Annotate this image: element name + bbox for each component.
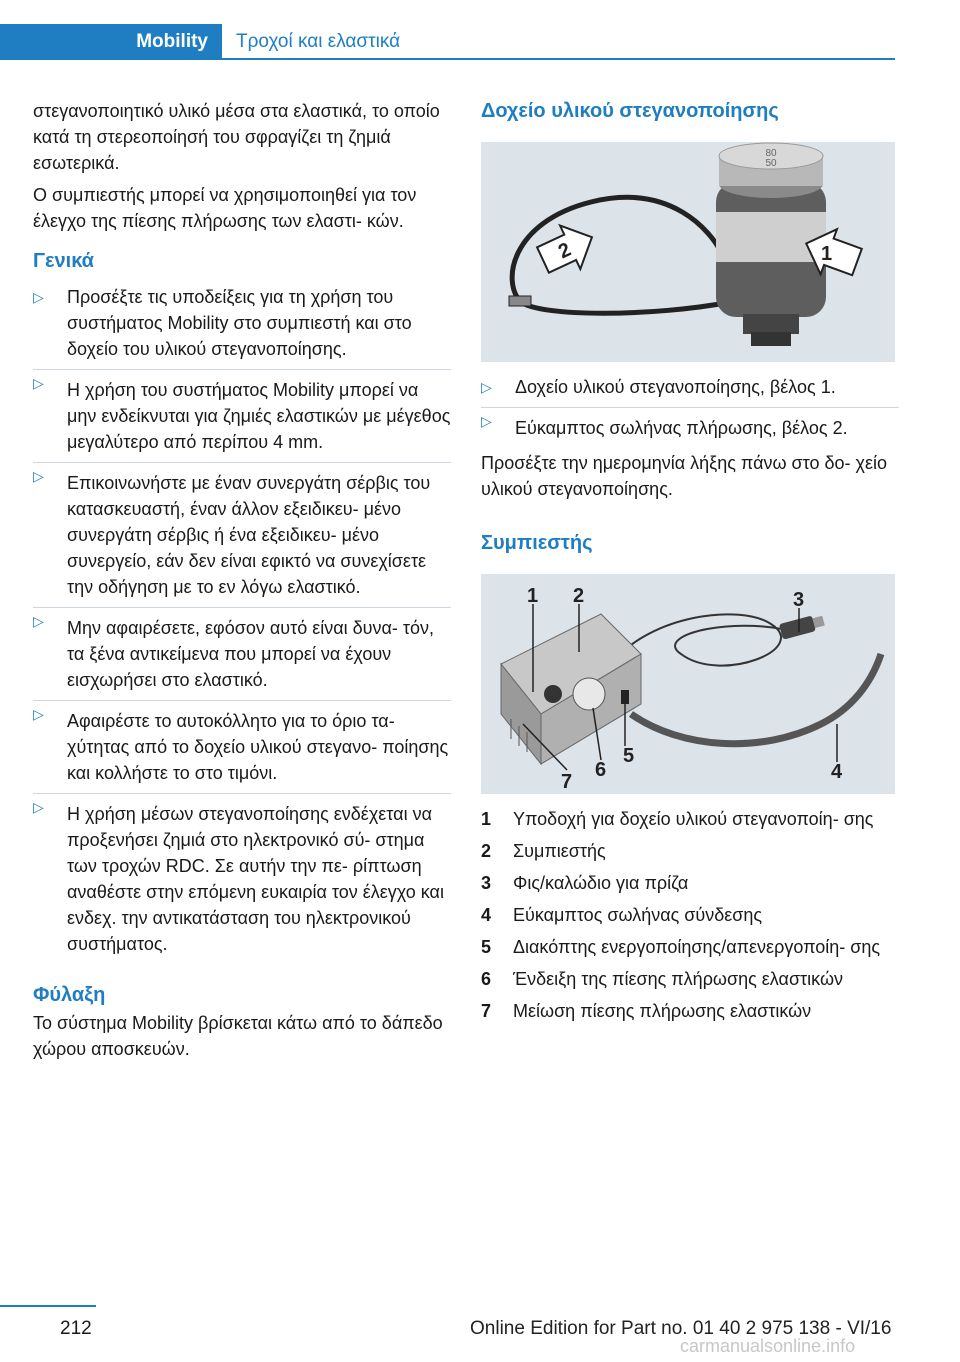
callout-7: 7 bbox=[561, 771, 573, 793]
item-text: Συμπιεστής bbox=[513, 841, 606, 861]
item-number: 7 bbox=[481, 1001, 492, 1021]
triangle-bullet-icon: ▷ bbox=[33, 289, 44, 305]
bullet-text: Μην αφαιρέσετε, εφόσον αυτό είναι δυνα‐ τόν, τα ξένα αντικείμενα που μπορεί να έχουν εισχωρήσει στο ελαστικό. bbox=[67, 618, 435, 690]
triangle-bullet-icon: ▷ bbox=[33, 468, 44, 484]
watermark: carmanualsonline.info bbox=[680, 1336, 856, 1356]
intro-paragraph-1: στεγανοποιητικό υλικό μέσα στα ελαστικά, το οποίο κατά τη στερεοποίησή του σφραγίζει τη ζημιά εσωτερικά. bbox=[33, 101, 440, 173]
compressor-parts-list bbox=[481, 806, 899, 1024]
callout-6: 6 bbox=[595, 759, 607, 781]
callout-2: 2 bbox=[573, 585, 585, 607]
cap-label-80: 80 bbox=[765, 148, 777, 159]
header-rule bbox=[222, 58, 895, 60]
general-bullet-list bbox=[33, 284, 451, 964]
heading-compressor: Συμπιεστής bbox=[481, 532, 593, 554]
compressor-illustration bbox=[481, 574, 895, 794]
cap-label-50: 50 bbox=[765, 158, 777, 169]
list-item bbox=[33, 700, 451, 793]
right-column bbox=[481, 98, 899, 1030]
item-text: Υποδοχή για δοχείο υλικού στεγανοποίη‐ σης bbox=[513, 809, 874, 829]
intro-paragraph-2: Ο συμπιεστής μπορεί να χρησιμοποιηθεί για τον έλεγχο της πίεσης πλήρωσης των ελαστι‐ κών. bbox=[33, 185, 417, 231]
list-item bbox=[481, 966, 899, 992]
item-number: 1 bbox=[481, 809, 492, 829]
list-item bbox=[33, 284, 451, 369]
callout-4: 4 bbox=[831, 761, 843, 783]
list-item bbox=[481, 870, 899, 896]
page-number: 212 bbox=[60, 1318, 92, 1339]
storage-paragraph: Το σύστημα Mobility βρίσκεται κάτω από το δάπεδο χώρου αποσκευών. bbox=[33, 1013, 443, 1059]
callout-3: 3 bbox=[793, 589, 805, 611]
triangle-bullet-icon: ▷ bbox=[33, 613, 44, 629]
arrow-label-2: 2 bbox=[555, 238, 575, 264]
bullet-text: Επικοινωνήστε με έναν συνεργάτη σέρβις του κατασκευαστή, έναν άλλον εξειδικευ‐ μένο συνεργάτη σέρβις ή ένα εξειδικευ‐ μένο συνεργείο, εάν δεν είναι εφικτό να συνεχίσετε την οδήγηση με το εν λόγω ελαστικό. bbox=[67, 473, 431, 597]
edition-line: Online Edition for Part no. 01 40 2 975 138 - VI/16 bbox=[470, 1318, 892, 1339]
triangle-bullet-icon: ▷ bbox=[481, 379, 492, 395]
heading-general: Γενικά bbox=[33, 250, 94, 272]
list-item bbox=[33, 369, 451, 462]
triangle-bullet-icon: ▷ bbox=[481, 413, 492, 429]
header-tabs bbox=[0, 24, 895, 60]
triangle-bullet-icon: ▷ bbox=[33, 375, 44, 391]
expiry-note: Προσέξτε την ημερομηνία λήξης πάνω στο δο‐ χείο υλικού στεγανοποίησης. bbox=[481, 453, 888, 499]
list-item bbox=[33, 462, 451, 607]
list-item bbox=[481, 998, 899, 1024]
item-text: Εύκαμπτος σωλήνας σύνδεσης bbox=[513, 905, 763, 925]
item-number: 4 bbox=[481, 905, 492, 925]
item-number: 5 bbox=[481, 937, 492, 957]
container-bullet-list bbox=[481, 374, 899, 448]
item-number: 2 bbox=[481, 841, 492, 861]
compressor-figure bbox=[481, 574, 895, 794]
bullet-text: Εύκαμπτος σωλήνας πλήρωσης, βέλος 2. bbox=[515, 418, 848, 438]
item-text: Μείωση πίεσης πλήρωσης ελαστικών bbox=[513, 1001, 812, 1021]
list-item bbox=[481, 806, 899, 832]
tab-wheels-tires[interactable]: Τροχοί και ελαστικά bbox=[236, 31, 401, 52]
item-text: Φις/καλώδιο για πρίζα bbox=[513, 873, 689, 893]
bullet-text: Δοχείο υλικού στεγανοποίησης, βέλος 1. bbox=[515, 377, 836, 397]
sealant-container-figure bbox=[481, 142, 895, 362]
item-text: Διακόπτης ενεργοποίησης/απενεργοποίη‐ σης bbox=[513, 937, 881, 957]
list-item bbox=[481, 374, 899, 407]
heading-storage: Φύλαξη bbox=[33, 984, 106, 1006]
item-number: 6 bbox=[481, 969, 492, 989]
triangle-bullet-icon: ▷ bbox=[33, 706, 44, 722]
item-text: Ένδειξη της πίεσης πλήρωσης ελαστικών bbox=[513, 969, 843, 989]
bullet-text: Η χρήση του συστήματος Mobility μπορεί να μην ενδείκνυται για ζημιές ελαστικών με μέγεθος μεγαλύτερο από περίπου 4 mm. bbox=[67, 380, 451, 452]
item-number: 3 bbox=[481, 873, 492, 893]
list-item bbox=[481, 934, 899, 960]
left-column bbox=[33, 98, 451, 1062]
bullet-text: Η χρήση μέσων στεγανοποίησης ενδέχεται να προξενήσει ζημιά στο ηλεκτρονικό σύ‐ στημα των τροχών RDC. Σε αυτήν την πε‐ ρίπτωση αναθέστε στην επόμενη ευκαιρία τον έλεγχο και ενδεχ. την αντικατάσταση του ηλεκτρονικού συστήματος. bbox=[67, 804, 444, 954]
heading-sealant-container: Δοχείο υλικού στεγανοποίησης bbox=[481, 100, 779, 122]
footer-rule bbox=[0, 1305, 96, 1307]
sealant-container-illustration bbox=[481, 142, 895, 362]
list-item bbox=[481, 838, 899, 864]
list-item bbox=[33, 793, 451, 964]
list-item bbox=[481, 902, 899, 928]
callout-1: 1 bbox=[527, 585, 539, 607]
triangle-bullet-icon: ▷ bbox=[33, 799, 44, 815]
list-item bbox=[481, 407, 899, 448]
arrow-label-1: 1 bbox=[821, 243, 833, 265]
list-item bbox=[33, 607, 451, 700]
bullet-text: Προσέξτε τις υποδείξεις για τη χρήση του συστήματος Mobility στο συμπιεστή και στο δοχείο του υλικού στεγανοποίησης. bbox=[67, 287, 412, 359]
bullet-text: Αφαιρέστε το αυτοκόλλητο για το όριο τα‐ χύτητας από το δοχείο υλικού στεγανο‐ ποίησης και κολλήστε το στο τιμόνι. bbox=[67, 711, 449, 783]
tab-mobility[interactable]: Mobility bbox=[0, 24, 222, 60]
callout-5: 5 bbox=[623, 745, 635, 767]
